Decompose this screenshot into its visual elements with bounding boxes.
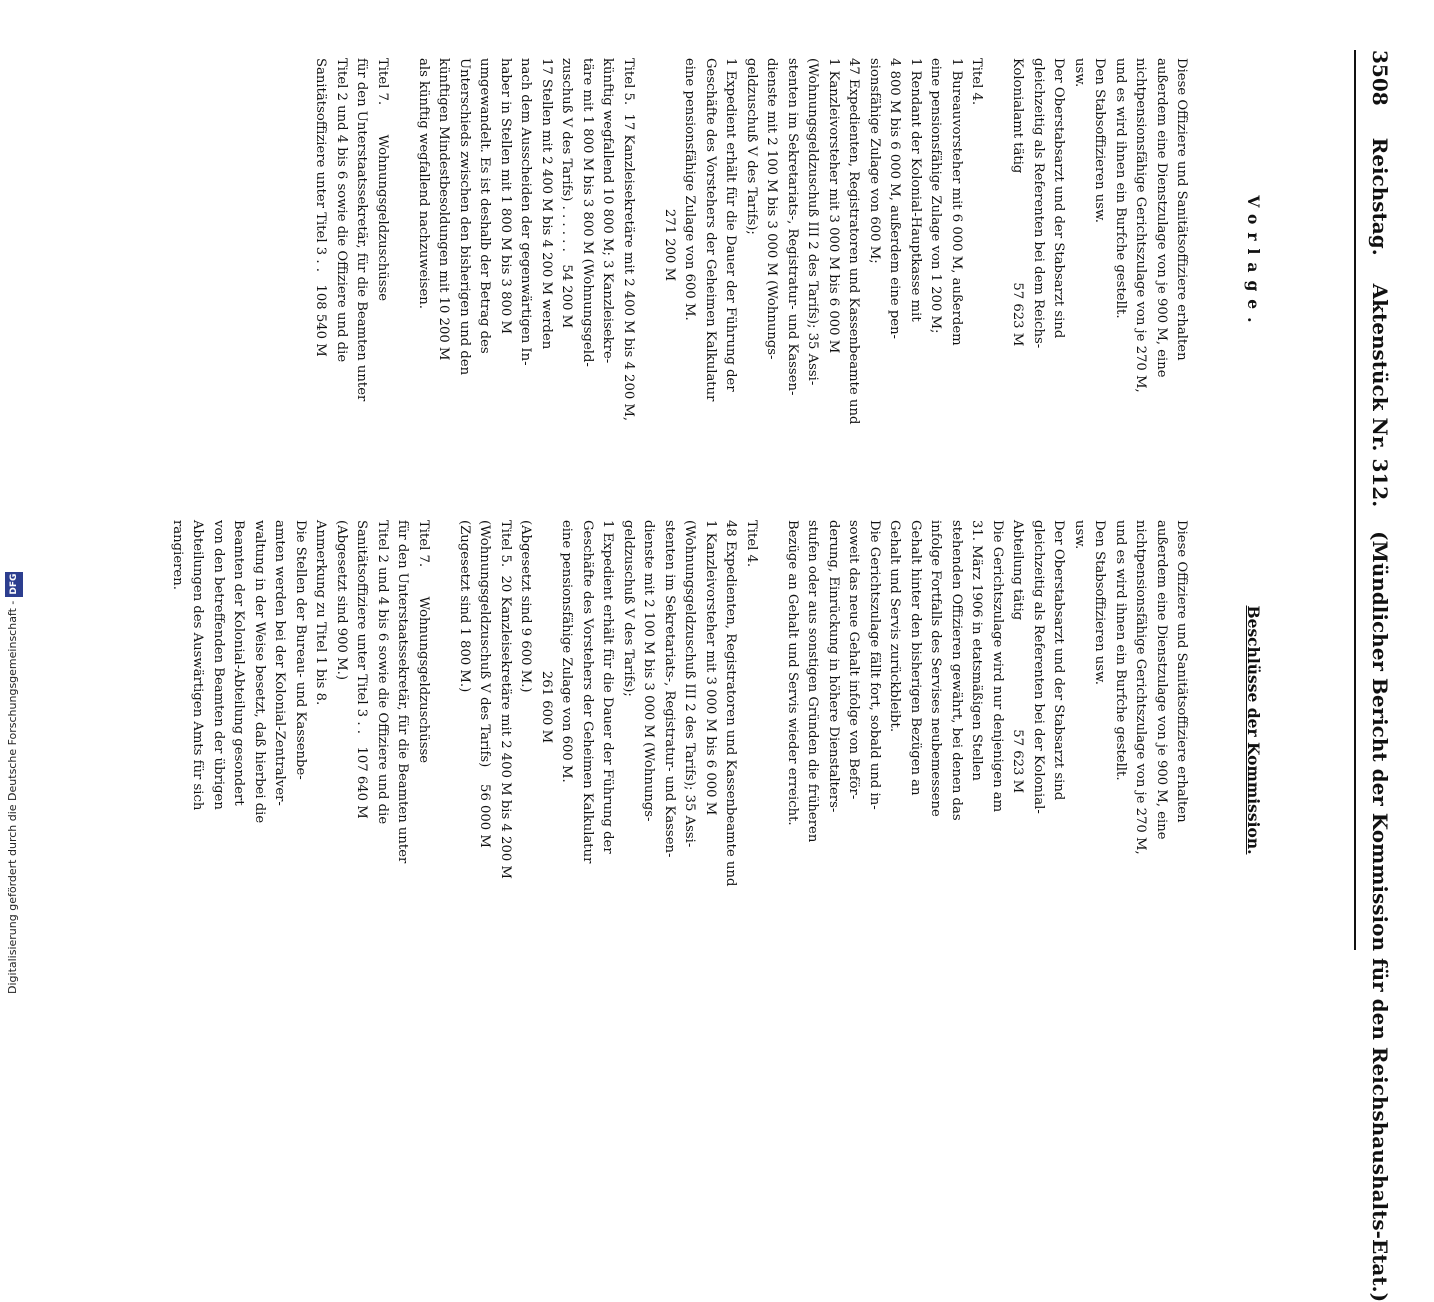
text-line: außerdem eine Dienstzulage von je 900 M, eine <box>1153 520 1169 840</box>
text-line: 4 800 M bis 6 000 M, außerdem eine pen- <box>887 58 903 340</box>
text-line: rangieren. <box>169 520 185 590</box>
text-line: usw. <box>1071 58 1087 88</box>
text-line: nach dem Ausscheiden der gegenwärtigen In- <box>518 58 534 366</box>
text-line <box>433 520 454 940</box>
text-line: soweit das neue Gehalt infolge von Beför- <box>846 520 862 800</box>
text-line: 31. März 1906 in etatsmäßigen Stellen <box>969 520 985 781</box>
text-line: Abteilung tätig 57 623 M <box>1010 520 1026 794</box>
left-text <box>310 58 1192 468</box>
text-line: Titel 4. <box>743 520 759 568</box>
text-line: geldzuschuß V des Tarifs); <box>743 58 759 235</box>
text-line: derung, Einrückung in höhere Dienstalters- <box>825 520 841 813</box>
text-line: Titel 5. 20 Kanzleisekretäre mit 2 400 M bis 4 200 M <box>497 520 513 879</box>
document-number: Aktenstück Nr. 312. <box>1368 283 1392 508</box>
text-line: Anmerkung zu Titel 1 bis 8. <box>313 520 329 706</box>
text-line: eine pensionsfähige Zulage von 600 M. <box>682 58 698 321</box>
text-line: Kolonialamt tätig 57 623 M <box>1010 58 1026 347</box>
text-line: Titel 7. Wohnungsgeldzuschüsse <box>374 58 390 302</box>
text-line: Diese Offiziere und Sanitätsoffiziere erhalten <box>1174 58 1190 361</box>
text-line: 48 Expedienten, Registratoren und Kassenbeamte und <box>723 520 739 887</box>
column-heading: Vorlage. <box>1243 195 1263 331</box>
text-line: stufen oder aus sonstigen Gründen die früheren <box>805 520 821 843</box>
text-line: Geschäfte des Vorstehers der Geheimen Kalkulatur <box>579 520 595 864</box>
text-line: haber in Stellen mit 1 800 M bis 3 800 M <box>497 58 513 334</box>
header-rule <box>1354 50 1356 950</box>
text-line: geldzuschuß V des Tarifs); <box>620 520 636 697</box>
text-line: 17 Stellen mit 2 400 M bis 4 200 M werden <box>538 58 554 350</box>
text-line: (Wohnungsgeldzuschuß V des Tarifs) 56 000 M <box>477 520 493 848</box>
text-line: 1 Rendant der Kolonial-Hauptkasse mit <box>907 58 923 322</box>
text-line: Sanitätsoffiziere unter Titel 3 . . 108 540 M <box>313 58 329 357</box>
text-line: 261 600 M <box>538 520 554 744</box>
text-line: gleichzeitig als Referenten bei der Kolonial- <box>1030 520 1046 814</box>
footer-credit <box>4 573 22 994</box>
text-line: von den betreffenden Beamten der übrigen <box>210 520 226 810</box>
text-line: Den Stabsoffizieren usw. <box>1092 520 1108 685</box>
text-line: Sanitätsoffiziere unter Titel 3 . . 107 640 M <box>354 520 370 819</box>
text-line: (Zugesetzt sind 1 800 M.) <box>456 520 472 693</box>
text-line: Titel 2 und 4 bis 6 sowie die Offiziere und die <box>333 58 349 363</box>
text-line: 1 Kanzleivorsteher mit 3 000 M bis 6 000 M <box>702 520 718 816</box>
document-subject: (Mündlicher Bericht der Kommission für den Reichshaushalts-Etat.) <box>1368 531 1392 1302</box>
right-column <box>117 520 1314 940</box>
text-line: nichtpensionsfähige Gerichtszulage von je 270 M, <box>1133 520 1149 855</box>
text-line: Die Stellen der Bureau- und Kassenbe- <box>292 520 308 780</box>
text-line: (Wohnungsgeldzuschuß III 2 des Tarifs); 35 Assi- <box>682 520 698 848</box>
text-line: stenten im Sekretariats-, Registratur- und Kassen- <box>784 58 800 396</box>
text-line: Geschäfte des Vorstehers der Geheimen Kalkulatur <box>702 58 718 402</box>
text-line: Diese Offiziere und Sanitätsoffiziere erhalten <box>1174 520 1190 823</box>
page-header <box>1358 50 1392 1302</box>
text-line: (Abgesetzt sind 9 600 M.) <box>518 520 534 693</box>
text-line: Titel 7. Wohnungsgeldzuschüsse <box>415 520 431 764</box>
text-line: Der Oberstabsarzt und der Stabsarzt sind <box>1051 58 1067 339</box>
text-line: Beamten der Kolonial-Abteilung gesondert <box>231 520 247 806</box>
text-line: stehenden Offizieren gewährt, bei denen das <box>948 520 964 821</box>
text-line: (Abgesetzt sind 900 M.) <box>333 520 349 680</box>
text-line: Titel 2 und 4 bis 6 sowie die Offiziere und die <box>374 520 390 825</box>
text-line: Gehalt und Servis zurückbleibt. <box>887 520 903 733</box>
text-line: zuschuß V des Tarifs) . . . . . . 54 200 M <box>559 58 575 329</box>
text-line: gleichzeitig als Referenten bei dem Reichs- <box>1030 58 1046 349</box>
right-text <box>166 520 1191 940</box>
text-line: für den Unterstaatssekretär, für die Beamten unter <box>395 520 411 864</box>
column-heading: Beschlüsse der Kommission. <box>1243 605 1263 855</box>
text-line: umgewandelt. Es ist deshalb der Betrag des <box>477 58 493 354</box>
text-line: Titel 4. <box>969 58 985 106</box>
page-number: 3508 <box>1368 50 1392 106</box>
text-line: Den Stabsoffizieren usw. <box>1092 58 1108 223</box>
text-line: (Wohnungsgeldzuschuß III 2 des Tarifs); 35 Assi- <box>805 58 821 386</box>
text-line: Abteilungen des Auswärtigen Amts für sich <box>190 520 206 811</box>
text-line: waltung in der Weise besetzt, daß hierbei die <box>251 520 267 824</box>
text-line <box>761 520 782 940</box>
text-line: Die Gerichtszulage fällt fort, sobald und in- <box>866 520 882 810</box>
text-line: und es wird ihnen ein Burfche gestellt. <box>1112 520 1128 781</box>
text-line: 1 Bureauvorsteher mit 6 000 M, außerdem <box>948 58 964 346</box>
footer-text: Digitalisierung gefördert durch die Deutsche Forschungsgemeinschaft - <box>6 600 19 994</box>
text-line: 47 Expedienten, Registratoren und Kassenbeamte und <box>846 58 862 425</box>
text-line: künftigen Mindestbesoldungen mit 10 200 M <box>436 58 452 361</box>
text-line: infolge Fortfalls des Servises neubemessene <box>928 520 944 817</box>
text-line: dienste mit 2 100 M bis 3 000 M (Wohnungs- <box>641 520 657 822</box>
text-line: eine pensionsfähige Zulage von 1 200 M; <box>928 58 944 334</box>
text-line <box>986 58 1007 468</box>
text-line: als künftig wegfallend nachzuweisen. <box>415 58 431 309</box>
text-line: usw. <box>1071 520 1087 550</box>
text-line: 1 Expedient erhält für die Dauer der Führung der <box>723 58 739 392</box>
text-line: dienste mit 2 100 M bis 3 000 M (Wohnungs- <box>764 58 780 360</box>
text-line <box>638 58 659 468</box>
publication-title: Reichstag. <box>1368 137 1392 256</box>
text-line: außerdem eine Dienstzulage von je 900 M, eine <box>1153 58 1169 378</box>
text-line: stenten im Sekretariats-, Registratur- und Kassen- <box>661 520 677 858</box>
text-line: Titel 5. 17 Kanzleisekretäre mit 2 400 M bis 4 200 M, <box>620 58 636 422</box>
text-line: 1 Expedient erhält für die Dauer der Führung der <box>600 520 616 854</box>
dfg-logo: DFG <box>5 572 23 597</box>
text-line: Unterschieds zwischen den bisherigen und den <box>456 58 472 376</box>
text-line: Der Oberstabsarzt und der Stabsarzt sind <box>1051 520 1067 801</box>
text-line: künftig wegfallend 10 800 M; 3 Kanzleisekre- <box>600 58 616 364</box>
text-line: für den Unterstaatssekretär, für die Beamten unter <box>354 58 370 402</box>
text-line: eine pensionsfähige Zulage von 600 M. <box>559 520 575 783</box>
text-line: amten werden bei der Kolonial-Zentralver- <box>272 520 288 806</box>
text-line: täre mit 1 800 M bis 3 800 M (Wohnungsgeld- <box>579 58 595 367</box>
text-line: 1 Kanzleivorsteher mit 3 000 M bis 6 000 M <box>825 58 841 354</box>
text-line: nichtpensionsfähige Gerichtszulage von je 270 M, <box>1133 58 1149 393</box>
text-line: 271 200 M <box>661 58 677 282</box>
text-line <box>392 58 413 468</box>
text-line: Bezüge an Gehalt und Servis wieder erreicht. <box>784 520 800 826</box>
left-column <box>260 58 1314 468</box>
text-line: Gehalt hinter den bisherigen Bezügen an <box>907 520 923 796</box>
text-line: und es wird ihnen ein Burfche gestellt. <box>1112 58 1128 319</box>
text-line: sionsfähige Zulage von 600 M; <box>866 58 882 264</box>
text-line: Die Gerichtszulage wird nur denjenigen am <box>989 520 1005 813</box>
